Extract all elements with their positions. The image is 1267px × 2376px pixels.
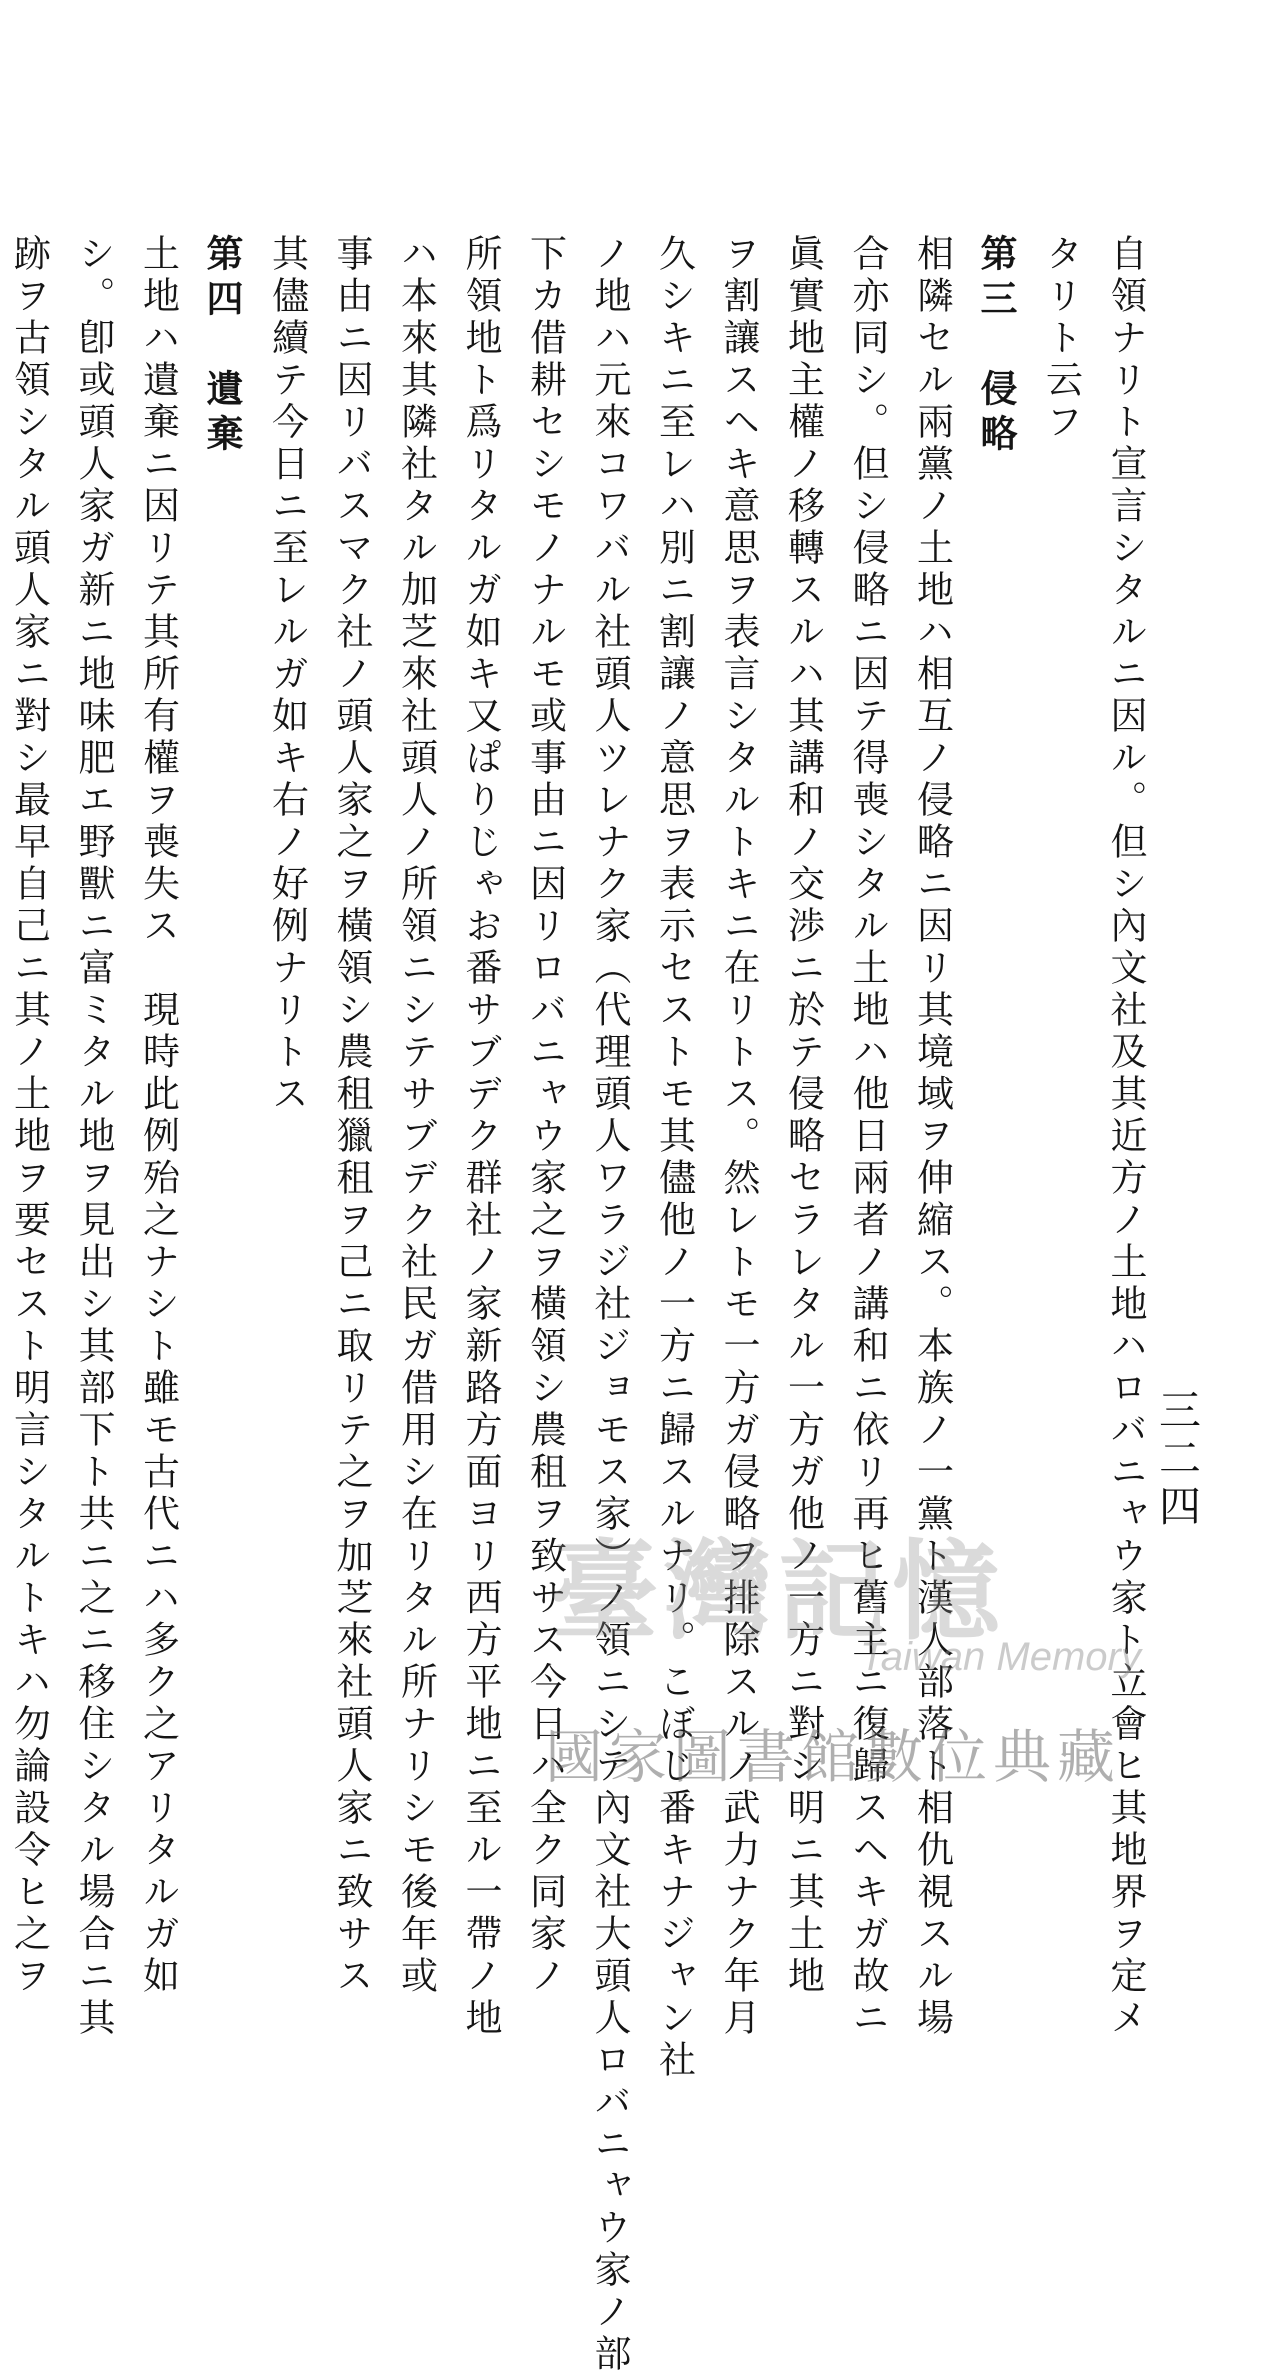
text-column: シ。卽或頭人家ガ新ニ地味肥エ野獸ニ富ミタル地ヲ見出シ其部下ト共ニ之ニ移住シタル場合ニ其 (72, 234, 115, 2040)
section-heading: 第三 侵略 (974, 234, 1018, 459)
watermark-logo: 臺灣記憶 (550, 1529, 1007, 1655)
text-column: 事由ニ因リバスマク社ノ頭人家之ヲ橫領シ農租獵租ヲ己ニ取リテ之ヲ加芝來社頭人家ニ致サス (330, 234, 373, 1998)
watermark-organization: 國家圖書館數位典藏 (545, 1723, 1122, 1791)
text-column: タリト云フ (1039, 234, 1083, 444)
text-column: 所領地ト爲リタルガ如キ又ぱりじゃお番サブデク群社ノ家新路方面ヨリ西方平地ニ至ル一帶ノ地 (459, 234, 502, 2040)
text-column: 眞實地主權ノ移轉スルハ其講和ノ交渉ニ於テ侵略セラレタル一方ガ他ノ一方ニ對シ明ニ其土地 (781, 234, 825, 1998)
text-column: ハ本來其隣社タル加芝來社頭人ノ所領ニシテサブデク社民ガ借用シ在リタル所ナリシモ後年或 (394, 234, 438, 1998)
page-number: 三二四 (1153, 1388, 1202, 1532)
text-column: 相隣セル兩黨ノ土地ハ相互ノ侵略ニ因リ其境域ヲ伸縮ス。本族ノ一黨ト漢人部落ト相仇視スル場 (910, 234, 954, 2040)
text-column: ノ地ハ元來コワバル社頭人ツレナク家（代理頭人ワラジ社ジョモス家）ノ領ニシテ內文社大頭人ロバニャウ家ノ部 (588, 234, 631, 2376)
text-column: ヲ割讓スヘキ意思ヲ表言シタルトキニ在リトス。然レトモ一方ガ侵略ヲ排除スルノ武力ナク年月 (717, 234, 760, 2040)
text-column: 久シキニ至レハ別ニ割讓ノ意思ヲ表示セストモ其儘他ノ一方ニ歸スルナリ。こぼじ番キナジャン社 (652, 234, 696, 2082)
text-column: 土地ハ遺棄ニ因リテ其所有權ヲ喪失ス 現時此例殆之ナシト雖モ古代ニハ多ク之アリタルガ如 (136, 234, 180, 1998)
text-column: 合亦同シ。但シ侵略ニ因テ得喪シタル土地ハ他日兩者ノ講和ニ依リ再ヒ舊主ニ復歸スヘキガ故ニ (846, 234, 889, 2040)
text-column: 下カ借耕セシモノナルモ或事由ニ因リロバニャウ家之ヲ橫領シ農租ヲ致サス今日ハ全ク同家ノ (523, 234, 567, 1998)
text-column: 自領ナリト宣言シタルニ因ル。但シ內文社及其近方ノ土地ハロバニャウ家ト立會ヒ其地界ヲ定メ (1104, 234, 1147, 2040)
section-heading: 第四 遺棄 (200, 234, 244, 459)
text-column: 其儘續テ今日ニ至レルガ如キ右ノ好例ナリトス (265, 234, 309, 1116)
text-column: 跡ヲ古領シタル頭人家ニ對シ最早自己ニ其ノ土地ヲ要セスト明言シタルトキハ勿論設令ヒ之ヲ (7, 234, 51, 1998)
watermark-latin-text: Taiwan Memory (860, 1635, 1141, 1679)
